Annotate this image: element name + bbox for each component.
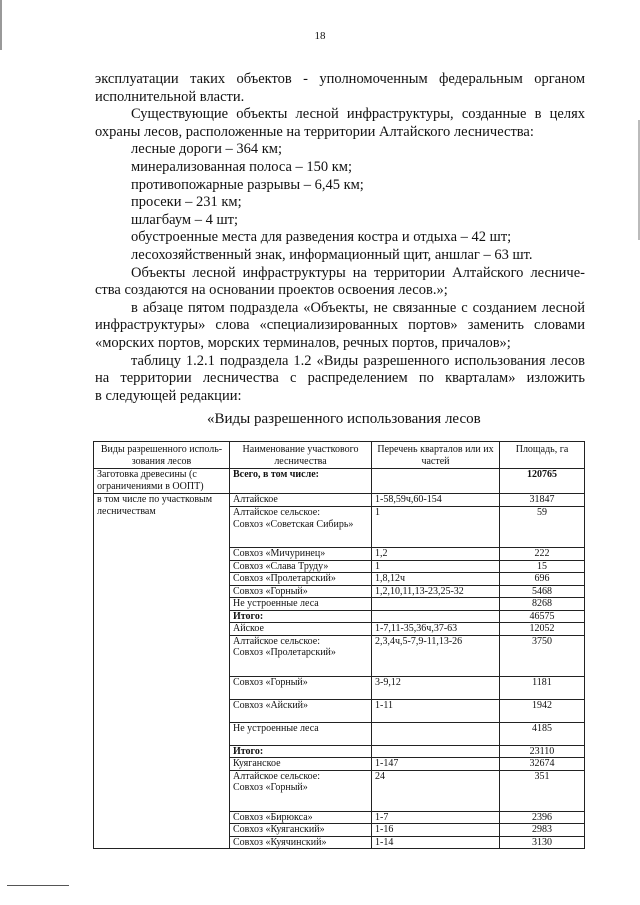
text-line: «морских портов, морских терминалов, речных портов, причалов»; [95, 334, 511, 351]
block-list: 1-58,59ч,60-154 [372, 494, 500, 507]
area-value: 351 [500, 770, 585, 811]
forestry-name: Совхоз «Пролетарский» [230, 573, 372, 586]
forestry-name: Совхоз «Горный» [230, 585, 372, 598]
forestry-name: Совхоз «Горный» [230, 676, 372, 699]
text-line: в абзаце пятом подраздела «Объекты, не связанные с созданием лесной [131, 299, 585, 316]
area-value: 32674 [500, 758, 585, 771]
forestry-name: Алтайское сельское: Совхоз «Горный» [230, 770, 372, 811]
scan-edge-mark [0, 0, 2, 50]
block-list: 1,2,10,11,13-23,25-32 [372, 585, 500, 598]
subtotal-label: Итого: [230, 610, 372, 623]
column-header: Перечень кварталов или их частей [372, 442, 500, 469]
forestry-name: Алтайское [230, 494, 372, 507]
forestry-name: Совхоз «Слава Труду» [230, 560, 372, 573]
forestry-name: Совхоз «Айский» [230, 699, 372, 722]
block-list: 1-147 [372, 758, 500, 771]
text-line: таблицу 1.2.1 подраздела 1.2 «Виды разрешенного использования лесов [131, 352, 585, 369]
page-number: 18 [314, 30, 326, 42]
body-text [95, 71, 585, 405]
table-row [94, 494, 585, 507]
block-list: 3-9,12 [372, 676, 500, 699]
text-line: просеки – 231 км; [131, 194, 242, 211]
block-list: 24 [372, 770, 500, 811]
forest-use-table [93, 441, 585, 849]
table-row [94, 469, 585, 494]
block-list: 1 [372, 507, 500, 548]
block-list: 1-11 [372, 699, 500, 722]
block-list [372, 722, 500, 745]
block-list: 1 [372, 560, 500, 573]
column-header: Площадь, га [500, 442, 585, 469]
column-header: Виды разрешенного исполь-зования лесов [94, 442, 230, 469]
block-list [372, 745, 500, 758]
forestry-name: Куяганское [230, 758, 372, 771]
area-value: 8268 [500, 598, 585, 611]
block-list: 1,8,12ч [372, 573, 500, 586]
area-value: 12052 [500, 623, 585, 636]
text-line: исполнительной власти. [95, 88, 245, 105]
area-value: 696 [500, 573, 585, 586]
area-value: 1181 [500, 676, 585, 699]
text-line: лесохозяйственный знак, информационный щит, аншлаг – 63 шт. [131, 246, 533, 263]
text-line: противопожарные разрывы – 6,45 км; [131, 176, 364, 193]
table-header-row [94, 442, 585, 469]
text-line: лесные дороги – 364 км; [131, 141, 282, 158]
area-value: 2983 [500, 824, 585, 837]
forestry-name: Совхоз «Бирюкса» [230, 811, 372, 824]
forestry-name: Совхоз «Куяганский» [230, 824, 372, 837]
area-value: 23110 [500, 745, 585, 758]
block-list [372, 610, 500, 623]
subtotal-label: Итого: [230, 745, 372, 758]
block-list: 1-7 [372, 811, 500, 824]
total-area: 120765 [500, 469, 585, 494]
block-list [372, 598, 500, 611]
area-value: 1942 [500, 699, 585, 722]
total-label: Всего, в том числе: [230, 469, 372, 494]
forestry-name: Айское [230, 623, 372, 636]
forestry-name: Не устроенные леса [230, 722, 372, 745]
category-cell: в том числе по участковым лесничествам [94, 494, 230, 849]
forestry-name: Алтайское сельское: Совхоз «Пролетарский» [230, 635, 372, 676]
text-line: эксплуатации таких объектов - уполномоченным федеральным органом [95, 71, 585, 87]
block-list: 1-7,11-35,36ч,37-63 [372, 623, 500, 636]
area-value: 46575 [500, 610, 585, 623]
area-value: 3130 [500, 836, 585, 849]
area-value: 222 [500, 548, 585, 561]
text-line: ства создаются на основании проектов освоения лесов.»; [95, 282, 448, 299]
text-line: на территории лесничества с распределением по кварталам» изложить [95, 370, 585, 387]
area-value: 59 [500, 507, 585, 548]
area-value: 5468 [500, 585, 585, 598]
area-value: 15 [500, 560, 585, 573]
text-line: Объекты лесной инфраструктуры на территории Алтайского лесниче- [131, 264, 585, 281]
text-line: охраны лесов, расположенные на территории Алтайского лесничества: [95, 123, 534, 140]
block-list: 2,3,4ч,5-7,9-11,13-26 [372, 635, 500, 676]
area-value: 31847 [500, 494, 585, 507]
text-line: обустроенные места для разведения костра и отдыха – 42 шт; [131, 229, 512, 246]
block-list: 1-14 [372, 836, 500, 849]
block-list: 1,2 [372, 548, 500, 561]
category-cell: Заготовка древесины (с ограничениями в ООПТ) [94, 469, 230, 494]
text-line: в следующей редакции: [95, 387, 242, 404]
block-list: 1-16 [372, 824, 500, 837]
table-title: «Виды разрешенного использования лесов [207, 411, 481, 427]
text-line: инфраструктуры» слова «специализированных портов» заменить словами [95, 317, 585, 334]
forestry-name: Совхоз «Мичуринец» [230, 548, 372, 561]
footnote-divider [7, 885, 69, 886]
text-line: шлагбаум – 4 шт; [131, 211, 239, 228]
forestry-name: Не устроенные леса [230, 598, 372, 611]
area-value: 3750 [500, 635, 585, 676]
forestry-name: Совхоз «Куячинский» [230, 836, 372, 849]
text-line: Существующие объекты лесной инфраструктуры, созданные в целях [131, 106, 585, 123]
area-value: 2396 [500, 811, 585, 824]
text-line: минерализованная полоса – 150 км; [131, 158, 353, 175]
column-header: Наименование участкового лесничества [230, 442, 372, 469]
area-value: 4185 [500, 722, 585, 745]
forestry-name: Алтайское сельское: Совхоз «Советская Сибирь» [230, 507, 372, 548]
